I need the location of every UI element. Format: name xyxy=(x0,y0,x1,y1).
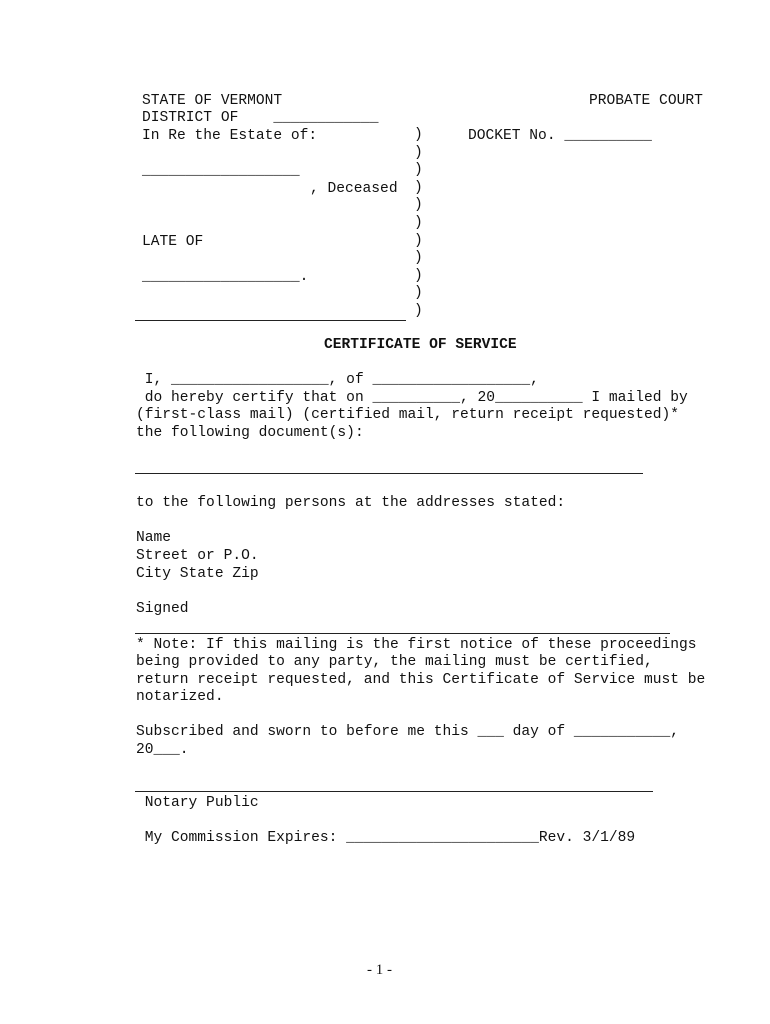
address-street: Street or P.O. xyxy=(136,548,259,564)
notary-label: Notary Public xyxy=(136,795,259,811)
paren: ) xyxy=(414,162,423,179)
documents-label: the following document(s): xyxy=(136,425,364,441)
note-line: being provided to any party, the mailing must be certified, xyxy=(136,654,653,670)
page-number: - 1 - xyxy=(367,962,392,978)
sworn-line: Subscribed and sworn to before me this ___ day of ___________, xyxy=(136,724,679,740)
paren: ) xyxy=(414,214,423,231)
notary-rule xyxy=(135,791,653,792)
residence-blank: __________________. xyxy=(142,269,309,285)
caption-rule xyxy=(135,320,406,321)
paren: ) xyxy=(414,232,423,249)
paren: ) xyxy=(414,250,423,267)
estate-label: In Re the Estate of: xyxy=(142,128,318,144)
signed-label: Signed xyxy=(136,601,189,617)
paren: ) xyxy=(414,179,423,196)
decedent-name-blank: __________________ xyxy=(142,163,300,179)
certifier-line: I, __________________, of __________________, xyxy=(136,372,539,388)
signature-rule xyxy=(135,633,670,634)
certify-date-line: do hereby certify that on __________, 20__________ I mailed by xyxy=(136,390,688,406)
court-heading: PROBATE COURT xyxy=(589,93,703,109)
deceased-label: , Deceased xyxy=(310,181,398,197)
docket-number: DOCKET No. __________ xyxy=(468,128,652,144)
paren: ) xyxy=(414,127,423,143)
documents-rule xyxy=(135,473,643,474)
paren: ) xyxy=(414,144,423,161)
commission-line: My Commission Expires: ______________________Rev. 3/1/89 xyxy=(136,830,636,846)
address-city: City State Zip xyxy=(136,566,259,582)
mail-method-line: (first-class mail) (certified mail, return receipt requested)* xyxy=(136,407,679,423)
paren: ) xyxy=(414,197,423,214)
persons-label: to the following persons at the addresses stated: xyxy=(136,495,566,511)
sworn-year: 20___. xyxy=(136,742,189,758)
paren: ) xyxy=(414,267,423,284)
late-of-label: LATE OF xyxy=(142,234,204,250)
note-line: return receipt requested, and this Certificate of Service must be xyxy=(136,672,706,688)
paren: ) xyxy=(414,285,423,302)
state-heading: STATE OF VERMONT xyxy=(142,93,283,109)
address-name: Name xyxy=(136,530,172,546)
note-line: notarized. xyxy=(136,689,224,705)
note-line: * Note: If this mailing is the first notice of these proceedings xyxy=(136,637,697,653)
document-title: CERTIFICATE OF SERVICE xyxy=(324,337,517,353)
paren: ) xyxy=(414,302,423,319)
caption-parentheses xyxy=(414,127,428,321)
district-line: DISTRICT OF ____________ xyxy=(142,110,379,126)
